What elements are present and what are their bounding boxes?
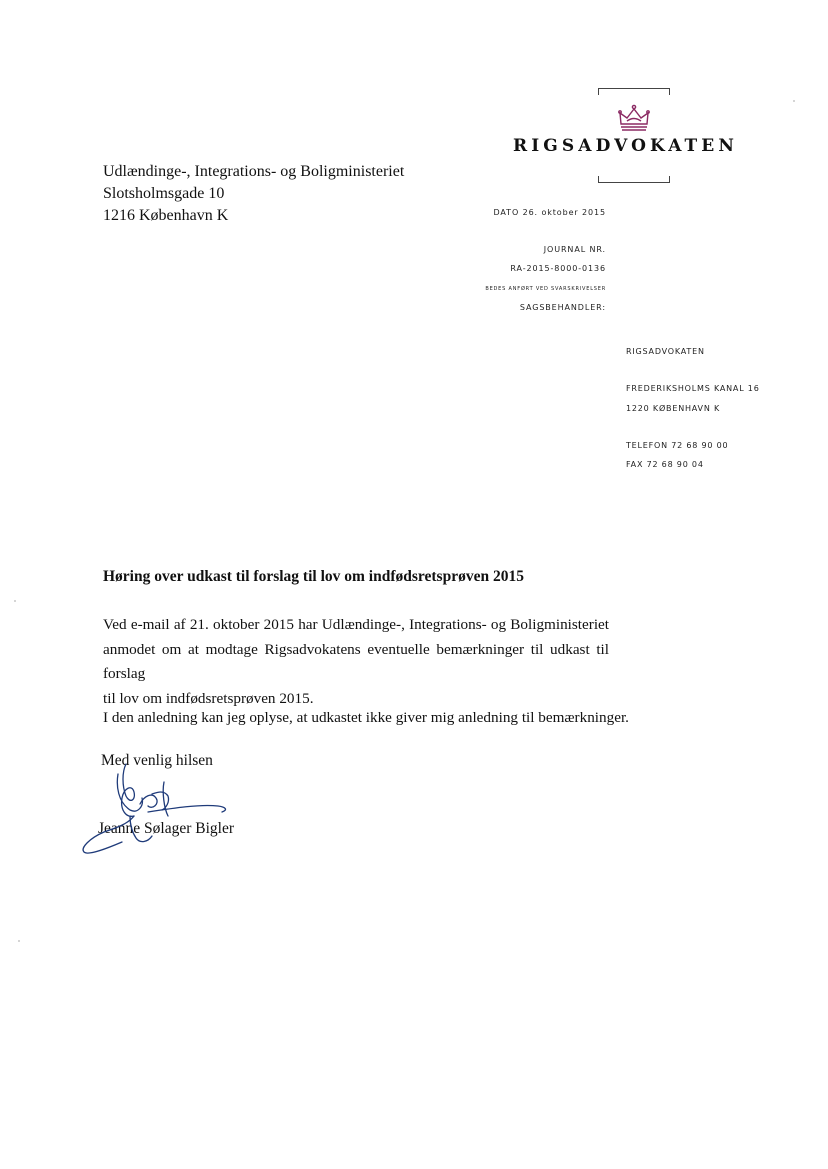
- recipient-line-3: 1216 København K: [103, 207, 229, 224]
- logo-top-rule: [598, 88, 670, 95]
- crown-icon: [617, 104, 651, 132]
- paragraph-1-line-1: Ved e-mail af 21. oktober 2015 har Udlændinge-, Integrations- og Boligministeriet: [103, 616, 609, 633]
- letter-subject: Høring over udkast til forslag til lov om indfødsretsprøven 2015: [103, 568, 524, 585]
- closing-salutation: Med venlig hilsen: [101, 752, 213, 769]
- scan-speck: [18, 940, 20, 942]
- recipient-line-1: Udlændinge-, Integrations- og Boligministeriet: [103, 163, 405, 180]
- sender-name: RIGSADVOKATEN: [626, 347, 705, 356]
- sender-fax: FAX 72 68 90 04: [626, 460, 704, 469]
- journal-label: JOURNAL NR.: [543, 245, 606, 254]
- journal-number: RA-2015-8000-0136: [510, 264, 606, 273]
- case-handler-label: SAGSBEHANDLER:: [519, 303, 606, 312]
- recipient-address: [103, 161, 404, 227]
- handwritten-signature: [78, 752, 238, 862]
- paragraph-2-line: I den anledning kan jeg oplyse, at udkastet ikke giver mig anledning til bemærkninger.: [103, 709, 629, 726]
- sender-phone: TELEFON 72 68 90 00: [626, 441, 729, 450]
- paragraph-2: [103, 706, 629, 731]
- scan-speck: [793, 100, 795, 102]
- paragraph-1: [103, 613, 609, 711]
- logo-bottom-rule: [598, 176, 670, 183]
- paragraph-1-line-3: til lov om indfødsretsprøven 2015.: [103, 689, 314, 707]
- signatory-name: Jeanne Sølager Bigler: [98, 820, 235, 837]
- scan-speck: [14, 600, 16, 602]
- date: DATO 26. oktober 2015: [493, 208, 606, 217]
- sender-city: 1220 KØBENHAVN K: [626, 404, 720, 413]
- sender-street: FREDERIKSHOLMS KANAL 16: [626, 384, 760, 393]
- journal-note: BEDES ANFØRT VED SVARSKRIVELSER: [485, 286, 606, 292]
- paragraph-1-line-2: anmodet om at modtage Rigsadvokatens eventuelle bemærkninger til udkast til forslag: [103, 640, 609, 682]
- org-wordmark: RIGSADVOKATEN: [513, 136, 739, 156]
- recipient-line-2: Slotsholmsgade 10: [103, 185, 225, 202]
